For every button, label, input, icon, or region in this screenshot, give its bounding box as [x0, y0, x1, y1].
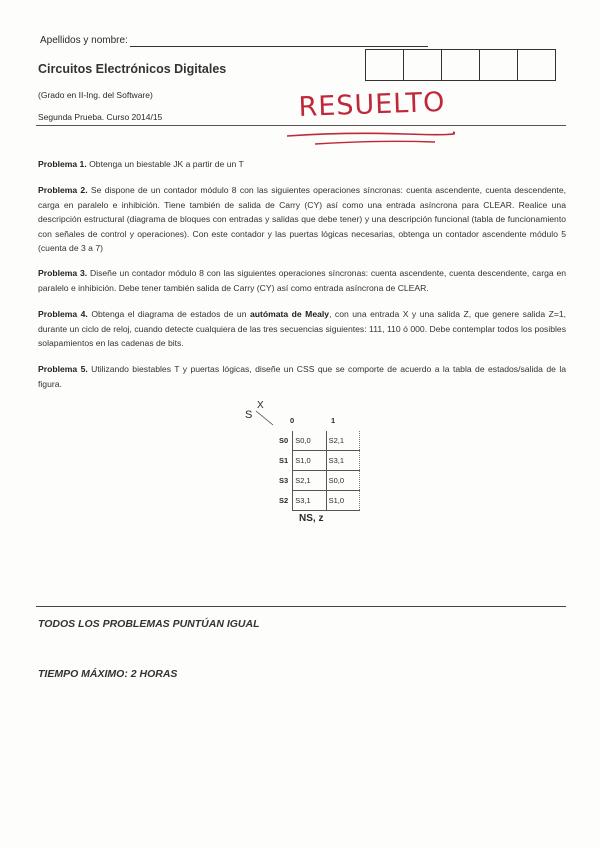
- grade-box: [480, 50, 518, 80]
- degree-label: (Grado en II-Ing. del Software): [38, 90, 153, 100]
- column-header: 1: [331, 416, 336, 425]
- problem-text: Diseñe un contador módulo 8 con las siguientes operaciones síncronas: cuenta ascendente, cuenta descendente, carga en paralelo e inhibición. Debe tener también salida de Carry (CY) así como entrada asíncrona de CLEAR.: [38, 268, 567, 293]
- problem-2: [38, 183, 566, 256]
- problem-title: Problema 5.: [38, 364, 88, 374]
- table-row: [275, 471, 360, 491]
- table-row: [275, 491, 360, 511]
- row-state: S1: [279, 456, 289, 465]
- row-state: S2: [279, 496, 289, 505]
- table-row: [275, 451, 360, 471]
- header-divider: [36, 125, 566, 126]
- table-cell: S1,0: [293, 451, 326, 471]
- row-state: S0: [279, 436, 289, 446]
- grade-boxes: [365, 49, 556, 81]
- state-axis-label: S: [245, 409, 253, 421]
- row-state: S3: [279, 476, 289, 485]
- table-cell: S3,1: [326, 451, 359, 471]
- problem-text: , con una entrada X y una salida Z, que genere salida Z=1, durante un ciclo de reloj, cuando detecte cualquiera de las tres secuencias siguientes: 111, 110 ó 000. Debe contemplar todos los posibles solapamientos en las cadenas de bits.: [38, 309, 567, 349]
- problem-text: Obtenga el diagrama de estados de un: [91, 309, 247, 319]
- problem-bold-term: autómata de Mealy: [249, 309, 330, 319]
- name-label: Apellidos y nombre:: [40, 35, 128, 46]
- grade-box: [442, 50, 480, 80]
- table-cell: S3,1: [293, 491, 326, 511]
- problem-4: [38, 307, 566, 351]
- grade-box: [518, 50, 555, 80]
- footer-note-time: TIEMPO MÁXIMO: 2 HORAS: [38, 668, 178, 680]
- problem-text: Utilizando biestables T y puertas lógicas, diseñe un CSS que se comporte de acuerdo a la tabla de estados/salida de la figura.: [38, 364, 567, 389]
- table-row: [275, 431, 360, 451]
- name-field-line: [130, 46, 428, 47]
- problem-title: Problema 3.: [38, 268, 88, 278]
- problem-text: Se dispone de un contador módulo 8 con las siguientes operaciones síncronas: cuenta ascendente, cuenta descendente, carga en paralelo e inhibición. Tiene también de salida de Carry (CY) así como una entrada asíncrona para CLEAR. Realice una descripción estructural (diagrama de bloques con entradas y salidas que debe tener) y una descripción funcional (tabla de funcionamiento con señales de control y operaciones). Con este contador y las puertas lógicas necesarias, obtenga un contador ascendente módulo 5 (cuenta de 3 a 7): [38, 185, 566, 254]
- table-cell: S1,0: [326, 491, 359, 511]
- state-table-grid: [275, 431, 360, 511]
- table-cell: S2,1: [326, 431, 359, 451]
- session-label: Segunda Prueba. Curso 2014/15: [38, 112, 163, 122]
- problem-title: Problema 1.: [38, 159, 87, 169]
- problem-3: [38, 266, 566, 295]
- problem-title: Problema 4.: [38, 309, 88, 319]
- problem-title: Problema 2.: [38, 185, 88, 195]
- course-title: Circuitos Electrónicos Digitales: [38, 62, 227, 76]
- table-footer-label: NS, z: [299, 513, 324, 524]
- table-cell: S0,0: [293, 431, 326, 451]
- handwritten-stamp: RESUELTO: [298, 86, 446, 123]
- grade-box: [404, 50, 442, 80]
- table-cell: S2,1: [293, 471, 326, 491]
- grade-box: [366, 50, 404, 80]
- problem-5: [38, 362, 566, 391]
- stamp-underline: [285, 128, 455, 148]
- problem-text: Obtenga un biestable JK a partir de un T: [89, 159, 244, 169]
- state-table: [245, 400, 360, 533]
- input-axis-label: X: [257, 400, 264, 411]
- footer-note-scoring: TODOS LOS PROBLEMAS PUNTÚAN IGUAL: [38, 618, 260, 630]
- table-cell: S0,0: [326, 471, 359, 491]
- problem-1: [38, 157, 566, 172]
- footer-divider: [36, 606, 566, 607]
- column-header: 0: [290, 416, 295, 425]
- diagonal-separator: [253, 409, 275, 427]
